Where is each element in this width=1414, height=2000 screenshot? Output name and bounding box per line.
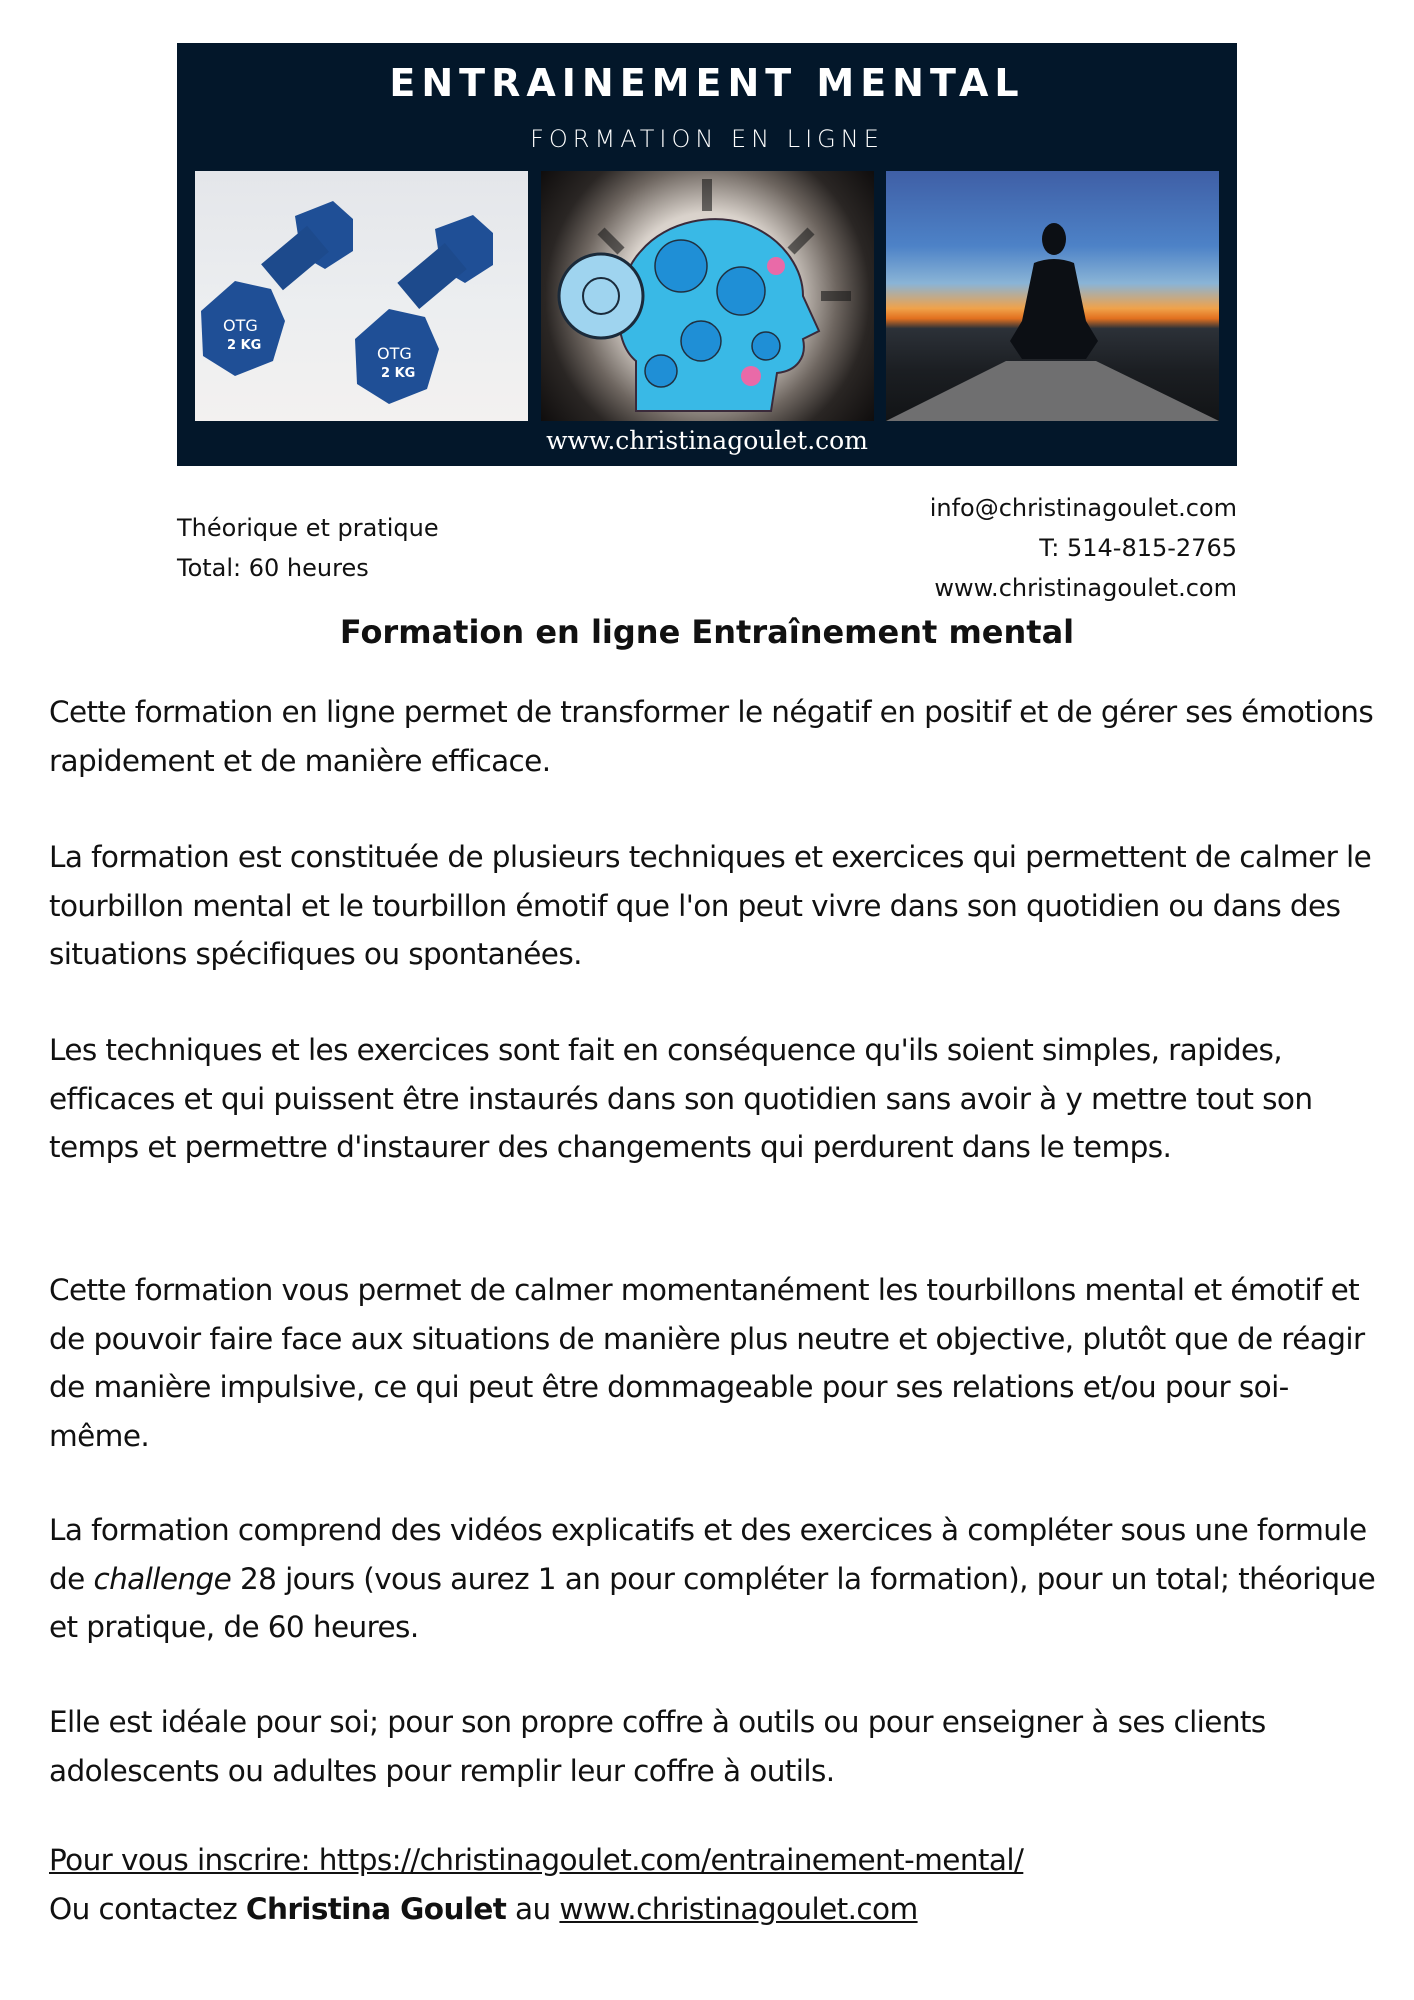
course-duration: Total: 60 heures [177, 554, 369, 582]
paragraph-3: Les techniques et les exercices sont fait en conséquence qu'ils soient simples, rapides, efficaces et qui puissent être instaurés dans son quotidien sans avoir à y mettre tout son temps et permettre d'instaurer des changements qui perdurent dans le temps. [49, 1033, 1313, 1164]
signup-link[interactable]: Pour vous inscrire: https://christinagoulet.com/entrainement-mental/ [49, 1843, 1024, 1877]
meditation-sunset-photo [886, 171, 1219, 421]
paragraph-1: Cette formation en ligne permet de transformer le négatif en positif et de gérer ses émotions rapidement et de manière efficace. [49, 695, 1374, 778]
contact-website-link[interactable]: www.christinagoulet.com [559, 1892, 918, 1926]
paragraph-2: La formation est constituée de plusieurs techniques et exercices qui permettent de calmer le tourbillon mental et le tourbillon émotif que l'on peut vivre dans son quotidien ou dans des situations spécifiques ou spontanées. [49, 840, 1372, 971]
contact-middle: au [506, 1892, 560, 1926]
banner-url: www.christinagoulet.com [546, 426, 868, 455]
paragraph-5 [49, 1506, 1379, 1652]
course-type: Théorique et pratique [177, 514, 439, 542]
contact-website[interactable]: www.christinagoulet.com [934, 574, 1237, 602]
paragraph-4: Cette formation vous permet de calmer momentanément les tourbillons mental et émotif et de pouvoir faire face aux situations de manière plus neutre et objective, plutôt que de réagir de manière impulsive, ce qui peut être dommageable pour ses relations et/ou pour soi-même. [49, 1273, 1365, 1453]
dumbbell-icon [195, 171, 528, 421]
svg-text:2 KG: 2 KG [381, 366, 416, 381]
header-banner [177, 43, 1237, 466]
document-title: Formation en ligne Entraînement mental [339, 613, 1075, 651]
paragraph-5-after: 28 jours (vous aurez 1 an pour compléter la formation), pour un total; théorique et pratique, de 60 heures. [49, 1561, 1376, 1644]
paragraph-5-before: La formation comprend des vidéos explicatifs et des exercices à compléter sous une formule de [49, 1513, 1367, 1596]
svg-text:OTG: OTG [377, 344, 412, 363]
paragraph-5-italic: challenge [93, 1561, 232, 1596]
meditating-person-icon [886, 171, 1219, 421]
contact-prefix: Ou contactez [49, 1892, 246, 1926]
banner-subtitle: FORMATION EN LIGNE [530, 125, 884, 153]
contact-email[interactable]: info@christinagoulet.com [929, 494, 1237, 522]
dumbbells-photo [195, 171, 528, 421]
svg-text:OTG: OTG [223, 316, 258, 335]
signup-line [49, 1836, 1379, 1885]
gears-head-icon [541, 171, 874, 421]
contact-line [49, 1885, 1379, 1934]
course-summary [177, 508, 439, 588]
contact-name: Christina Goulet [245, 1892, 507, 1926]
contact-phone: T: 514-815-2765 [1039, 534, 1237, 562]
contact-info [930, 488, 1237, 608]
gears-head-clock-photo [541, 171, 874, 421]
banner-title: ENTRAINEMENT MENTAL [389, 61, 1025, 105]
paragraph-6: Elle est idéale pour soi; pour son propre coffre à outils ou pour enseigner à ses clients adolescents ou adultes pour remplir leur coffre à outils. [49, 1705, 1266, 1788]
svg-text:2 KG: 2 KG [227, 338, 262, 353]
